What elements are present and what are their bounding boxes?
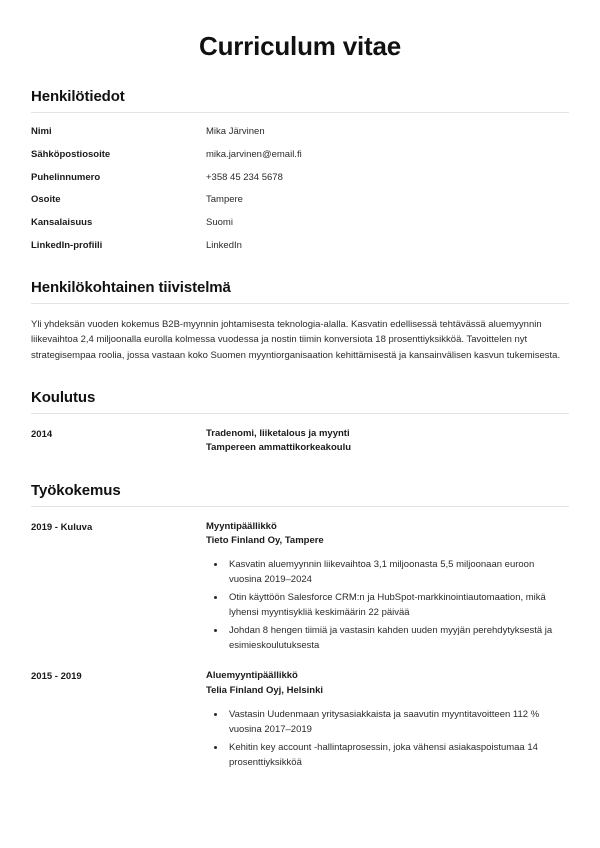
detail-row: [31, 240, 569, 253]
list-item: • Johdan 8 hengen tiimiä ja vastasin kahden uuden myyjän perehdytyksestä ja esimieskoulutuksesta: [226, 623, 569, 654]
section-education: [31, 389, 569, 456]
experience-entry-date: 2015 - 2019: [31, 671, 82, 683]
section-divider: [31, 413, 569, 414]
section-work-experience: [31, 482, 569, 773]
experience-entry-bullets: [206, 707, 569, 771]
detail-row: [31, 217, 569, 230]
detail-label-nationality: Kansalaisuus: [31, 217, 93, 229]
detail-row: [31, 172, 569, 185]
experience-entry: [31, 520, 569, 656]
section-personal-summary: [31, 279, 569, 363]
detail-value-linkedin: LinkedIn: [206, 240, 242, 252]
detail-value-name: Mika Järvinen: [206, 126, 265, 137]
detail-row: [31, 126, 569, 139]
detail-value-nationality: Suomi: [206, 217, 233, 229]
section-heading-personal-details: Henkilötiedot: [31, 88, 125, 105]
detail-value-phone: +358 45 234 5678: [206, 171, 283, 183]
experience-entry-company: Tieto Finland Oy, Tampere: [206, 534, 324, 546]
detail-label-address: Osoite: [31, 194, 61, 206]
section-heading-work-experience: Työkokemus: [31, 481, 121, 499]
experience-entry-body: [206, 520, 569, 656]
education-entry-body: [206, 427, 569, 456]
experience-entry-date: 2019 - Kuluva: [31, 521, 93, 533]
education-entry: [31, 427, 569, 456]
page-title: Curriculum vitae: [199, 31, 401, 61]
education-entry-date: 2014: [31, 429, 53, 440]
education-entry-institution: Tampereen ammattikorkeakoulu: [206, 442, 352, 454]
experience-entry-role: Aluemyyntipäällikkö: [206, 670, 298, 682]
detail-label-name: Nimi: [31, 126, 52, 137]
section-divider: [31, 303, 569, 304]
experience-entry-bullets: [206, 557, 569, 653]
detail-label-linkedin: LinkedIn-profiili: [31, 240, 103, 252]
list-item: • Otin käyttöön Salesforce CRM:n ja HubSpot-markkinointiautomaation, mikä lyhensi myyntisykliä keskimäärin 22 päivää: [226, 590, 569, 621]
list-item: • Vastasin Uudenmaan yritysasiakkaista ja saavutin myyntitavoitteen 112 % vuosina 2017–2019: [226, 707, 569, 738]
section-personal-details: [31, 88, 569, 253]
section-divider: [31, 112, 569, 113]
list-item: • Kehitin key account -hallintaprosessin, joka vähensi asiakaspoistumaa 14 prosenttiyksikköä: [226, 740, 569, 771]
detail-value-email: mika.jarvinen@email.fi: [206, 148, 302, 160]
detail-label-phone: Puhelinnumero: [31, 171, 101, 183]
experience-entry: [31, 669, 569, 772]
education-entry-degree: Tradenomi, liiketalous ja myynti: [206, 428, 350, 439]
detail-row: [31, 149, 569, 162]
experience-entry-company: Telia Finland Oyj, Helsinki: [206, 684, 324, 696]
detail-value-address: Tampere: [206, 194, 243, 206]
experience-entry-body: [206, 669, 569, 772]
section-heading-personal-summary: Henkilökohtainen tiivistelmä: [31, 278, 231, 296]
summary-paragraph: Yli yhdeksän vuoden kokemus B2B-myynnin johtamisesta teknologia-alalla. Kasvatin edellisessä tehtävässä aluemyynnin liikevaihtoa 2,4 miljoonalla eurolla kolmessa vuodessa ja nostin tiimin konversiota 18 prosenttiyksikköä. Tavoittelen nyt strategisempaa roolia, jossa vastaan koko Suomen myyntiorganisaation kehittämisestä ja kansainvälisen kasvun tukemisesta.: [31, 318, 561, 361]
section-heading-education: Koulutus: [31, 389, 96, 406]
experience-entry-role: Myyntipäällikkö: [206, 520, 277, 532]
section-divider: [31, 506, 569, 507]
detail-row: [31, 194, 569, 207]
list-item: • Kasvatin aluemyynnin liikevaihtoa 3,1 miljoonasta 5,5 miljoonaan euroon vuosina 2019–2024: [226, 557, 569, 588]
detail-label-email: Sähköpostiosoite: [31, 148, 111, 160]
